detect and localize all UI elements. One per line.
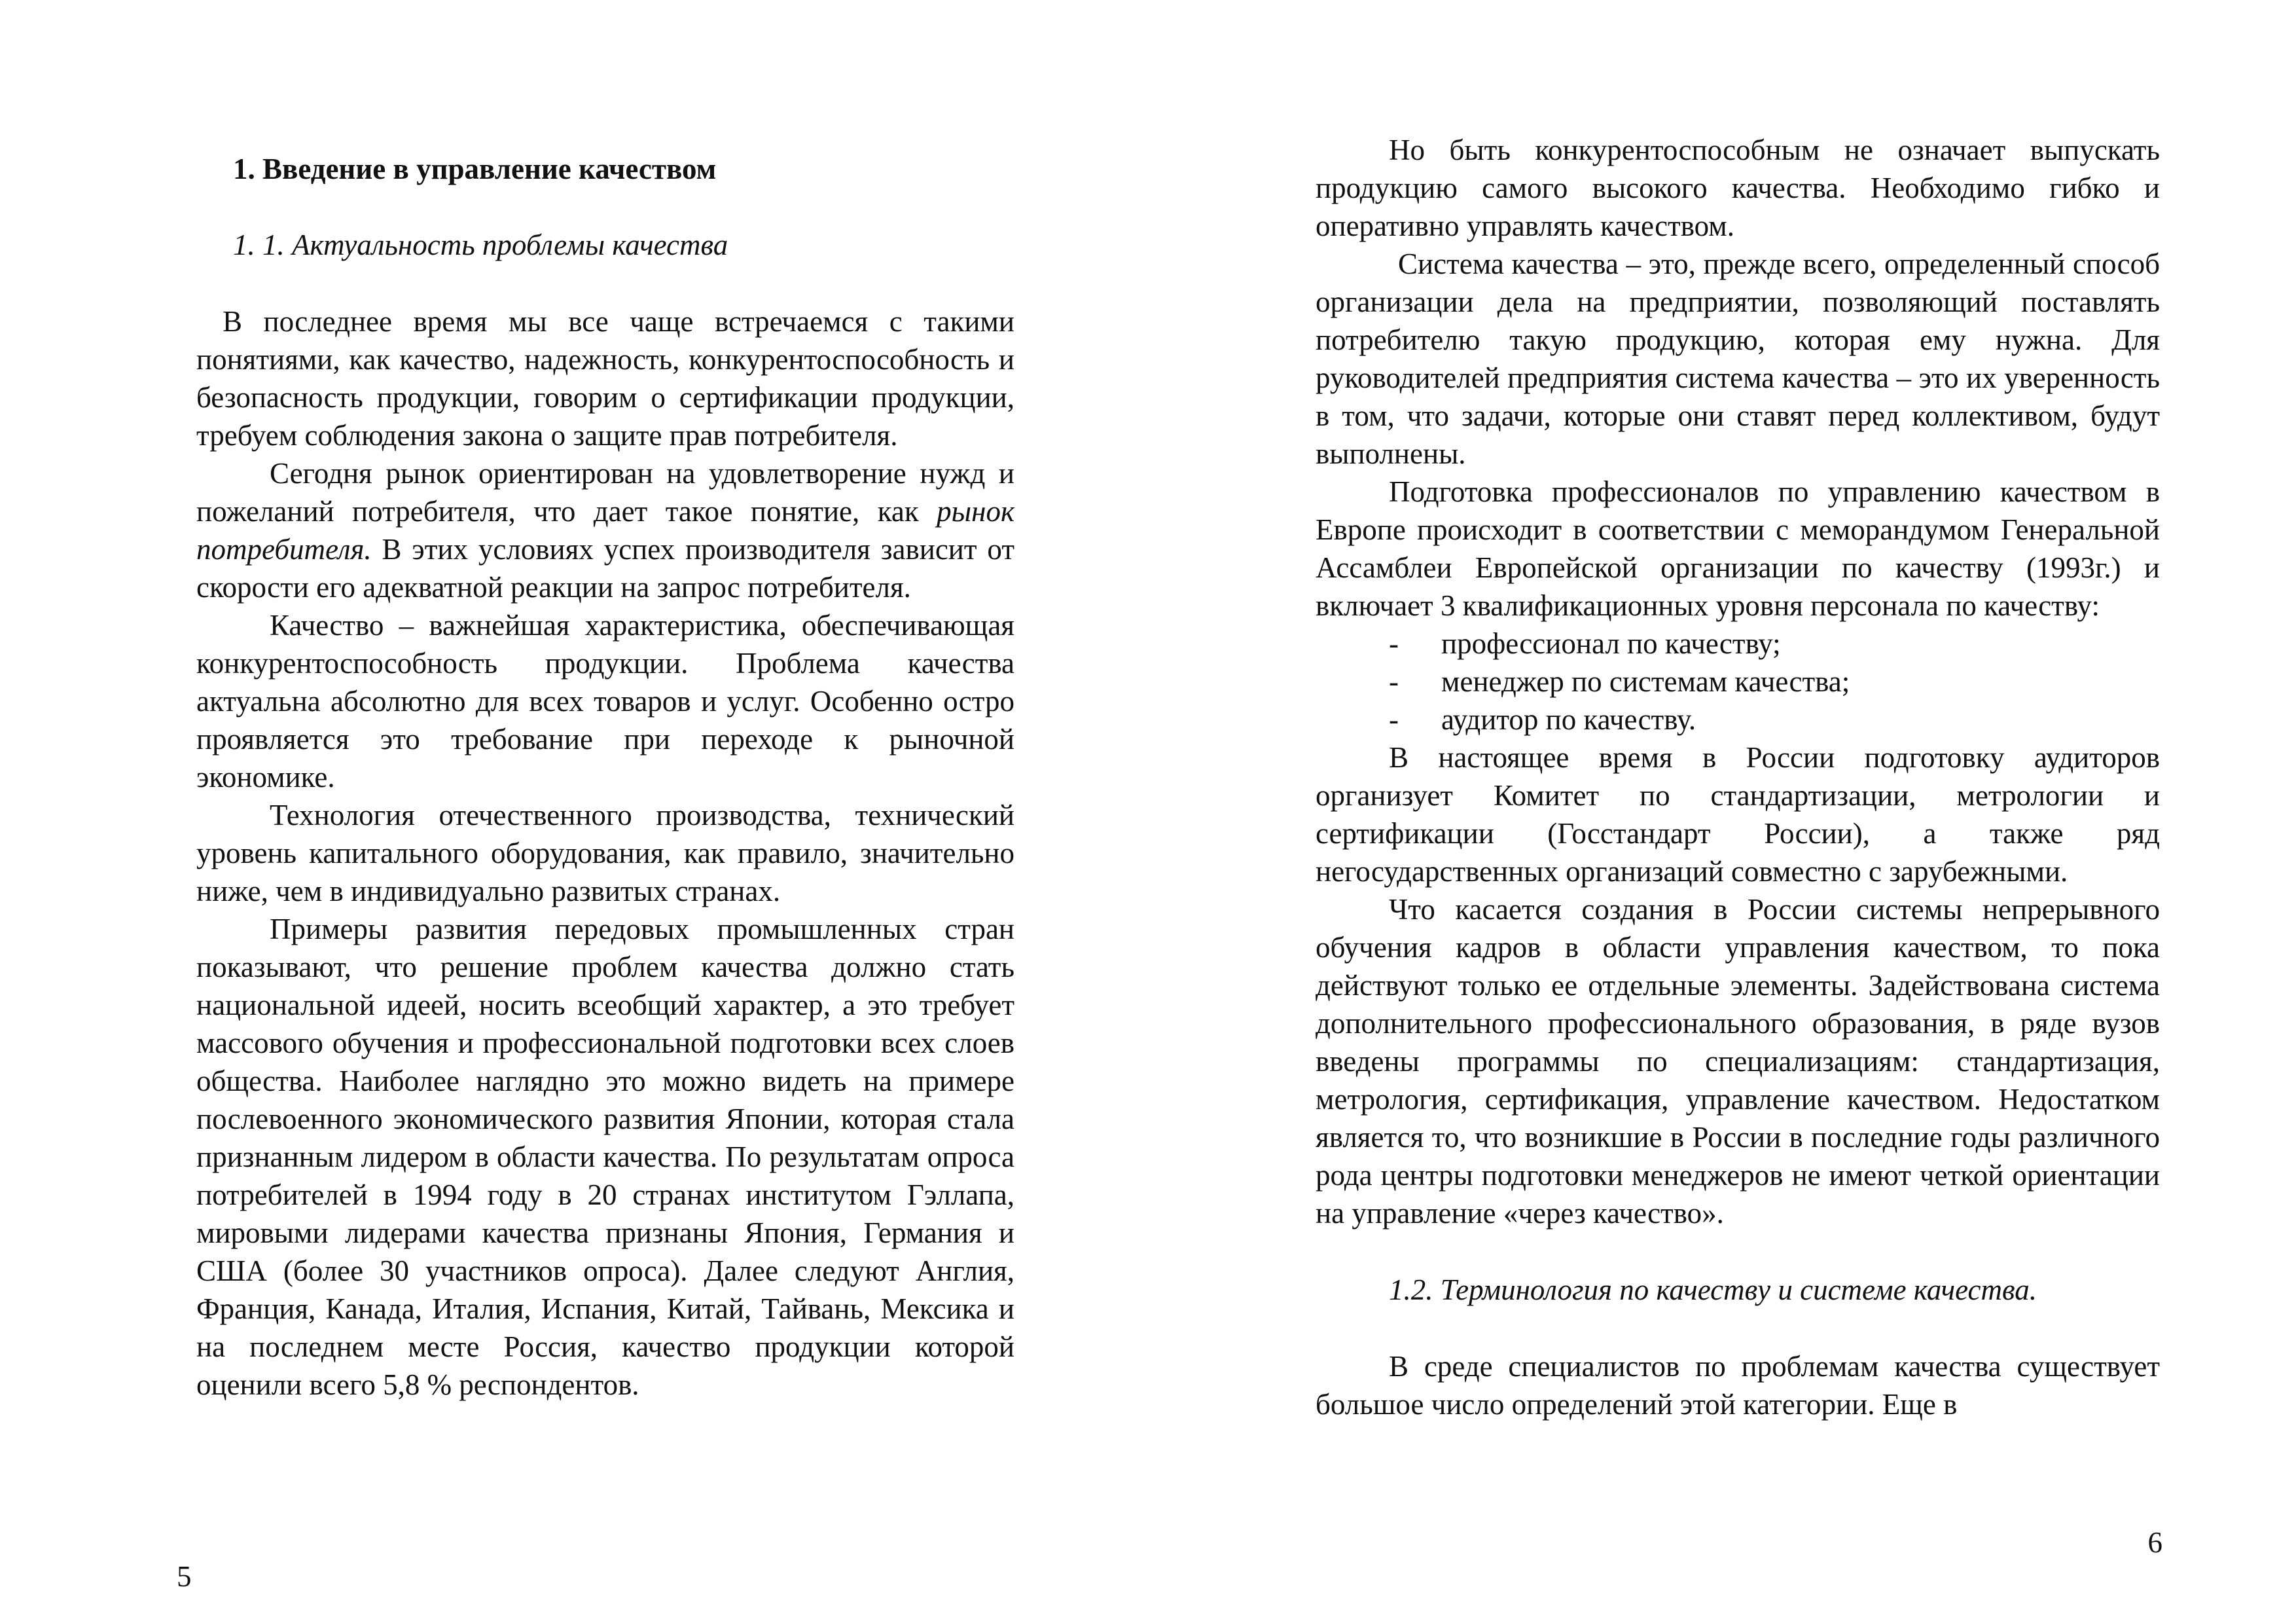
- paragraph: Качество – важнейшая характеристика, обеспечивающая конкурентоспособность продукции. Проблема качества актуальна абсолютно для всех товаров и услуг. Особенно остро проявляется это требование при переходе к рыночной экономике.: [196, 609, 1014, 793]
- section-title: 1. 1. Актуальность проблемы качества: [233, 228, 728, 261]
- paragraph: В последнее время мы все чаще встречаемся с такими понятиями, как качество, надежность, конкурентоспособность и безопасность продукции, говорим о сертификации продукции, требуем соблюдения закона о защите прав потребителя.: [196, 305, 1014, 452]
- qualification-list: [1316, 625, 2160, 739]
- list-item: [1316, 701, 2160, 739]
- paragraph-text: В этих условиях успех производителя зависит от скорости его адекватной реакции на запрос потребителя.: [196, 533, 1014, 604]
- chapter-title: 1. Введение в управление качеством: [233, 153, 717, 185]
- page-number: 6: [2147, 1526, 2162, 1559]
- list-item: [1316, 625, 2160, 663]
- list-item: [1316, 663, 2160, 701]
- right-page: [1316, 131, 2160, 1611]
- paragraph: В среде специалистов по проблемам качества существует большое число определений этой категории. Еще в: [1316, 1350, 2160, 1421]
- paragraph: Система качества – это, прежде всего, определенный способ организации дела на предприятии, позволяющий поставлять потребителю такую продукцию, которая ему нужна. Для руководителей предприятия система качества – это их уверенность в том, что задачи, которые они ставят перед коллективом, будут выполнены.: [1316, 247, 2160, 470]
- dash-marker: -: [1389, 627, 1399, 660]
- paragraph: В настоящее время в России подготовку аудиторов организует Комитет по стандартизации, метрологии и сертификации (Госстандарт России), а также ряд негосударственных организаций совместно с зарубежными.: [1316, 741, 2160, 888]
- emphasis-term: рынок потребителя.: [196, 495, 1014, 566]
- paragraph: Примеры развития передовых промышленных стран показывают, что решение проблем качества должно стать национальной идеей, носить всеобщий характер, а это требует массового обучения и профессиональной подготовки всех слоев общества. Наиболее наглядно это можно видеть на примере послевоенного экономического развития Японии, которая стала признанным лидером в области качества. По результатам опроса потребителей в 1994 году в 20 странах институтом Гэллапа, мировыми лидерами качества признаны Япония, Германия и США (более 30 участников опроса). Далее следуют Англия, Франция, Канада, Италия, Испания, Китай, Тайвань, Мексика и на последнем месте Россия, качество продукции которой оценили всего 5,8 % респондентов.: [196, 913, 1014, 1401]
- list-item-text: аудитор по качеству.: [1441, 703, 1696, 736]
- left-body-text: [196, 302, 1014, 1404]
- left-page: [177, 131, 1014, 1611]
- paragraph: Что касается создания в России системы непрерывного обучения кадров в области управления качеством, то пока действуют только ее отдельные элементы. Задействована система дополнительного профессионального образования, в ряде вузов введены программы по специализациям: стандартизация, метрология, сертификация, управление качеством. Недостатком является то, что возникшие в России в последние годы различного рода центры подготовки менеджеров не имеют четкой ориентации на управление «через качество».: [1316, 893, 2160, 1230]
- dash-marker: -: [1389, 665, 1399, 698]
- paragraph: Подготовка профессионалов по управлению качеством в Европе происходит в соответствии с меморандумом Генеральной Ассамблеи Европейской организации по качеству (1993г.) и включает 3 квалификационных уровня персонала по качеству:: [1316, 475, 2160, 622]
- list-item-text: профессионал по качеству;: [1441, 627, 1781, 660]
- list-item-text: менеджер по системам качества;: [1441, 665, 1850, 698]
- page-number: 5: [177, 1560, 192, 1593]
- section-title: 1.2. Терминология по качеству и системе качества.: [1389, 1273, 2037, 1306]
- dash-marker: -: [1389, 703, 1399, 736]
- paragraph: Но быть конкурентоспособным не означает выпускать продукцию самого высокого качества. Необходимо гибко и оперативно управлять качеством.: [1316, 134, 2160, 242]
- paragraph-market: [196, 454, 1014, 606]
- paragraph-text: Сегодня рынок ориентирован на удовлетворение нужд и пожеланий потребителя, что дает такое понятие, как: [196, 457, 1014, 528]
- paragraph: Технология отечественного производства, технический уровень капитального оборудования, как правило, значительно ниже, чем в индивидуально развитых странах.: [196, 799, 1014, 907]
- right-body-text: [1316, 131, 2160, 1423]
